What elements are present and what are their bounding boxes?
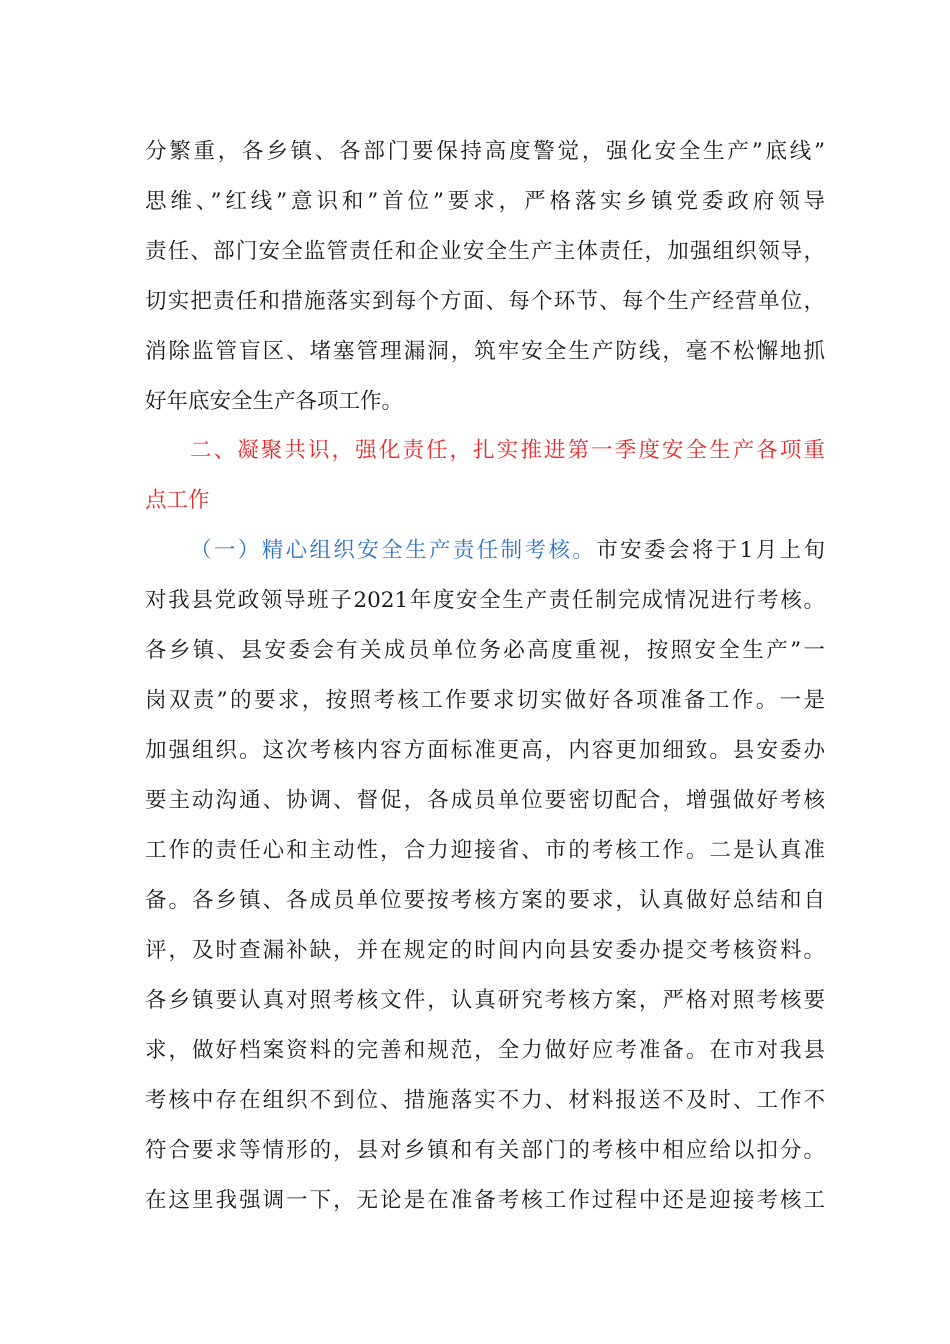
text-line: 符合要求等情形的，县对乡镇和有关部门的考核中相应给以扣分。: [145, 1138, 825, 1163]
text-line: 好年底安全生产各项工作。: [145, 389, 404, 414]
text-line: 责任、部门安全监管责任和企业安全生产主体责任，加强组织领导，: [145, 239, 825, 264]
text-line: 各乡镇、县安委会有关成员单位务必高度重视，按照安全生产”一: [145, 638, 825, 663]
text-line: 分繁重，各乡镇、各部门要保持高度警觉，强化安全生产”底线”: [145, 139, 825, 164]
section-heading: 点工作: [145, 488, 210, 513]
text-line: 求，做好档案资料的完善和规范，全力做好应考准备。在市对我县: [145, 1038, 825, 1063]
text-line: 备。各乡镇、各成员单位要按考核方案的要求，认真做好总结和自: [145, 888, 825, 913]
text-line: 各乡镇要认真对照考核文件，认真研究考核方案，严格对照考核要: [145, 988, 825, 1013]
text-line: 考核中存在组织不到位、措施落实不力、材料报送不及时、工作不: [145, 1088, 825, 1113]
text-line: 岗双责”的要求，按照考核工作要求切实做好各项准备工作。一是: [145, 688, 825, 713]
text-line: 评，及时查漏补缺，并在规定的时间内向县安委办提交考核资料。: [145, 938, 825, 963]
subsection-text: 市安委会将于1月上旬: [596, 538, 825, 563]
subsection-title: （一）精心组织安全生产责任制考核。: [190, 538, 597, 563]
text-line: 切实把责任和措施落实到每个方面、每个环节、每个生产经营单位，: [145, 289, 825, 314]
text-line: 在这里我强调一下，无论是在准备考核工作过程中还是迎接考核工: [145, 1188, 825, 1213]
text-line: 对我县党政领导班子2021年度安全生产责任制完成情况进行考核。: [145, 588, 825, 613]
text-line: 要主动沟通、协调、督促，各成员单位要密切配合，增强做好考核: [145, 788, 825, 813]
text-line: 消除监管盲区、堵塞管理漏洞，筑牢安全生产防线，毫不松懈地抓: [145, 339, 825, 364]
text-line: 加强组织。这次考核内容方面标准更高，内容更加细致。县安委办: [145, 738, 825, 763]
text-line: 工作的责任心和主动性，合力迎接省、市的考核工作。二是认真准: [145, 838, 825, 863]
section-heading: 二、凝聚共识，强化责任，扎实推进第一季度安全生产各项重: [190, 438, 825, 463]
text-line: 思维、”红线”意识和”首位”要求，严格落实乡镇党委政府领导: [145, 189, 825, 214]
subsection-line: [190, 536, 825, 566]
